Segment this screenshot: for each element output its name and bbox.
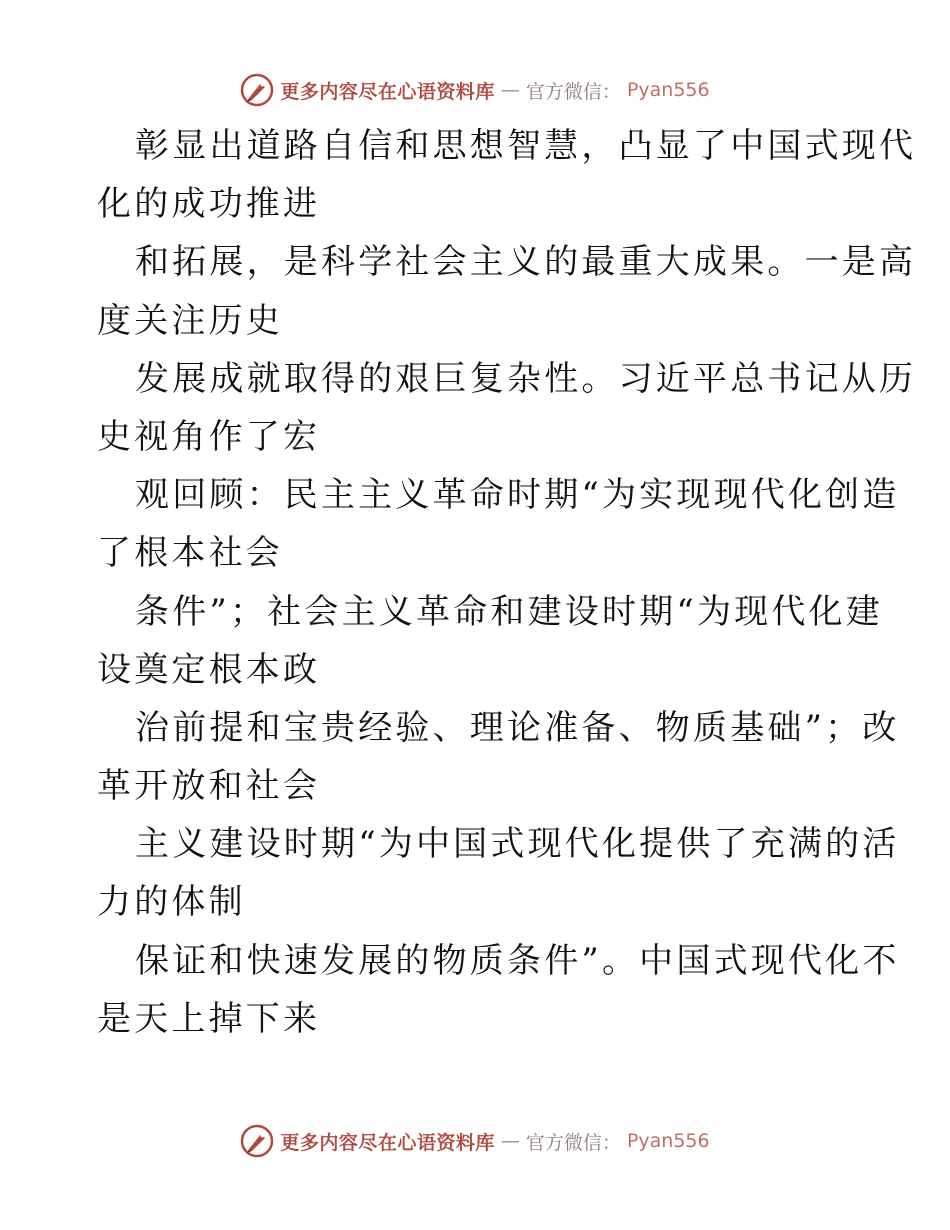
- body-line: 和拓展，是科学社会主义的最重大成果。一是高: [135, 242, 917, 283]
- body-line: 化的成功推进: [97, 184, 321, 225]
- document-body: [97, 117, 917, 1048]
- footer-banner: [0, 1123, 950, 1159]
- body-line: 力的体制: [97, 882, 246, 923]
- body-line: 革开放和社会: [97, 766, 321, 807]
- body-line: 治前提和宝贵经验、理论准备、物质基础”；改: [135, 707, 900, 748]
- wechat-id: Pyan556: [626, 1130, 710, 1152]
- body-line: 设奠定根本政: [97, 649, 321, 690]
- body-line: 史视角作了宏: [97, 416, 321, 457]
- separator-dash: —: [500, 1130, 520, 1152]
- library-brand-text: 更多内容尽在心语资料库: [280, 80, 495, 103]
- body-line: 了根本社会: [97, 533, 283, 574]
- wechat-id: Pyan556: [626, 79, 710, 101]
- body-line: 观回顾：民主主义革命时期“为实现现代化创造: [135, 475, 900, 516]
- library-brand-text: 更多内容尽在心语资料库: [280, 1131, 495, 1154]
- body-line: 条件”；社会主义革命和建设时期“为现代化建: [135, 591, 883, 632]
- separator-dash: —: [500, 79, 520, 101]
- header-banner: [0, 72, 950, 108]
- body-line: 主义建设时期“为中国式现代化提供了充满的活: [135, 824, 900, 865]
- body-line: 度关注历史: [97, 300, 283, 341]
- wechat-label: 官方微信：: [525, 80, 621, 103]
- pen-nib-logo-icon: [240, 73, 274, 107]
- body-line: 保证和快速发展的物质条件”。中国式现代化不: [135, 940, 900, 981]
- pen-nib-logo-icon: [240, 1124, 274, 1158]
- body-line: 发展成就取得的艰巨复杂性。习近平总书记从历: [135, 358, 917, 399]
- body-line: 是天上掉下来: [97, 998, 321, 1039]
- wechat-label: 官方微信：: [525, 1131, 621, 1154]
- body-line: 彰显出道路自信和思想智慧，凸显了中国式现代: [135, 126, 917, 166]
